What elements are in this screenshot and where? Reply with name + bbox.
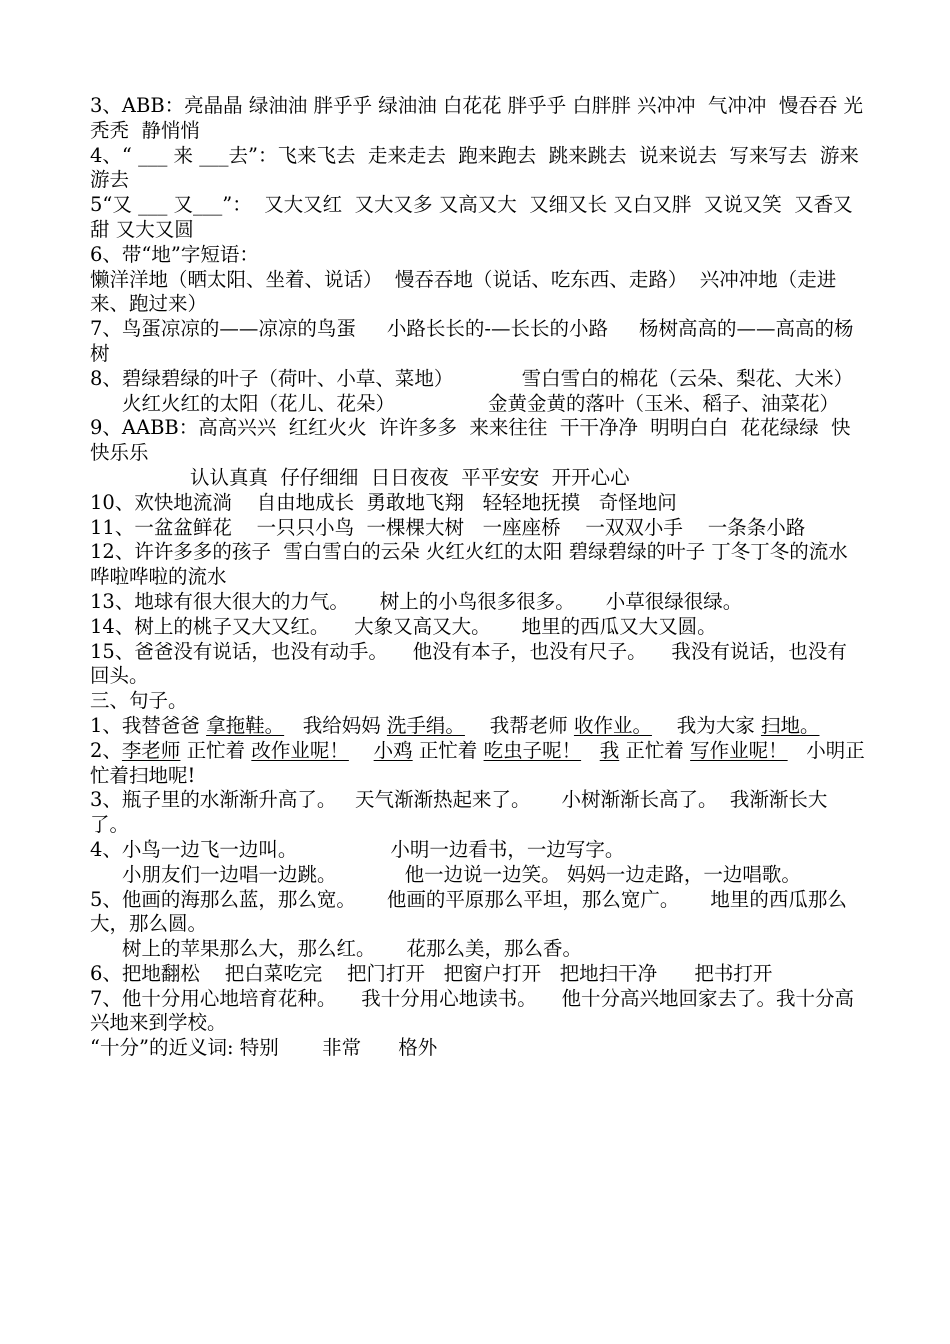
- sentence-3: 3、瓶子里的水渐渐升高了。 天气渐渐热起来了。 小树渐渐长高了。 我渐渐长大了。: [90, 788, 828, 837]
- item-6-phrases: 懒洋洋地（晒太阳、坐着、说话） 慢吞吞地（说话、吃东西、走路） 兴冲冲地（走进来、跑过来）: [90, 267, 837, 316]
- sentence-2: 2、李老师 正忙着 改作业呢！ 小鸡 正忙着 吃虫子呢！ 我 正忙着 写作业呢！ 小明正忙着扫地呢!: [90, 738, 865, 787]
- item-5-you-you: 5“又 ___ 又___”： 又大又红 又大又多 又高又大 又细又长 又白又胖 又说又笑 又香又甜 又大又圆: [90, 193, 853, 241]
- item-7: 7、鸟蛋凉凉的——凉凉的鸟蛋 小路长长的-—长长的小路 杨树高高的——高高的杨树: [90, 317, 854, 365]
- item-9-continued: 认认真真 仔仔细细 日日夜夜 平平安安 开开心心: [190, 465, 630, 489]
- item-4-lai-qu: 4、“ ___ 来 ___去”：飞来飞去 走来走去 跑来跑去 跳来跳去 说来说去 写来写去 游来游去: [90, 143, 859, 192]
- item-10: 10、欢快地流淌 自由地成长 勇敢地飞翔 轻轻地抚摸 奇怪地问: [90, 490, 677, 514]
- item-11: 11、一盆盆鲜花 一只只小鸟 一棵棵大树 一座座桥 一双双小手 一条条小路: [90, 515, 806, 539]
- item-14: 14、树上的桃子又大又红。 大象又高又大。 地里的西瓜又大又圆。: [90, 614, 717, 638]
- item-15: 15、爸爸没有说话，也没有动手。 他没有本子，也没有尺子。 我没有说话，也没有回头。: [90, 639, 847, 688]
- item-8-continued: 火红火红的太阳（花儿、花朵） 金黄金黄的落叶（玉米、稻子、油菜花）: [122, 391, 839, 415]
- item-12: 12、许许多多的孩子 雪白雪白的云朵 火红火红的太阳 碧绿碧绿的叶子 丁冬丁冬的流水 哗啦哗啦的流水: [90, 540, 855, 589]
- sentence-4: 4、小鸟一边飞一边叫。 小明一边看书，一边写字。: [90, 837, 625, 861]
- document-body: [90, 94, 865, 1061]
- synonyms-line: “十分”的近义词: 特别 非常 格外: [90, 1036, 438, 1060]
- sentence-4-continued: 小朋友们一边唱一边跳。 他一边说一边笑。 妈妈一边走路，一边唱歌。: [122, 862, 801, 886]
- section-3-heading: 三、句子。: [90, 689, 188, 713]
- item-9-aabb: 9、AABB：高高兴兴 红红火火 许许多多 来来往往 干干净净 明明白白 花花绿绿 快快乐乐: [90, 416, 851, 465]
- sentence-6: 6、把地翻松 把白菜吃完 把门打开 把窗户打开 把地扫干净 把书打开: [90, 961, 773, 985]
- item-8: 8、碧绿碧绿的叶子（荷叶、小草、菜地） 雪白雪白的棉花（云朵、梨花、大米）: [90, 366, 854, 390]
- item-13: 13、地球有很大很大的力气。 树上的小鸟很多很多。 小草很绿很绿。: [90, 589, 743, 613]
- sentence-5: 5、他画的海那么蓝，那么宽。 他画的平原那么平坦，那么宽广。 地里的西瓜那么大，那么圆。: [90, 887, 847, 936]
- sentence-7: 7、他十分用心地培育花种。 我十分用心地读书。 他十分高兴地回家去了。我十分高兴地来到学校。: [90, 986, 854, 1035]
- item-3-abb: 3、ABB：亮晶晶 绿油油 胖乎乎 绿油油 白花花 胖乎乎 白胖胖 兴冲冲 气冲冲 慢吞吞 光秃秃 静悄悄: [90, 94, 864, 142]
- sentence-5-continued: 树上的苹果那么大，那么红。 花那么美，那么香。: [122, 937, 582, 961]
- sentence-1: 1、我替爸爸 拿拖鞋。 我给妈妈 洗手绢。 我帮老师 收作业。 我为大家 扫地。: [90, 713, 820, 737]
- item-6-heading: 6、带“地”字短语：: [90, 242, 259, 266]
